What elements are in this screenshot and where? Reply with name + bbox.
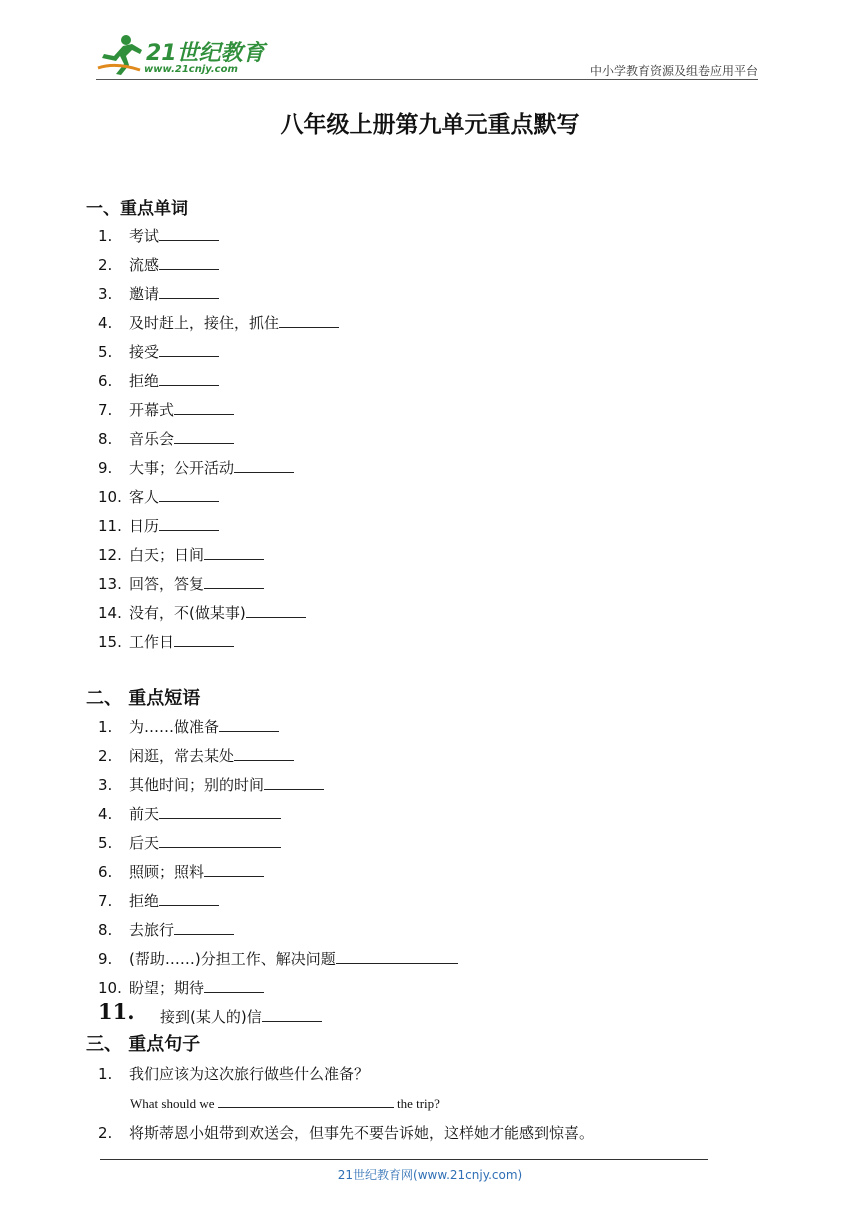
answer-blank[interactable] — [159, 804, 281, 819]
answer-blank[interactable] — [204, 978, 264, 993]
item-text: 开幕式 — [129, 401, 175, 419]
list-item — [98, 486, 219, 507]
item-text: 其他时间；别的时间 — [129, 776, 265, 794]
item-text: 邀请 — [129, 285, 160, 303]
answer-blank[interactable] — [159, 226, 219, 241]
item-text: 闲逛，常去某处 — [129, 747, 235, 765]
list-item — [98, 890, 219, 911]
item-text: 照顾；照料 — [129, 863, 205, 881]
runner-logo-icon — [96, 34, 146, 76]
list-item — [98, 370, 219, 391]
answer-blank[interactable] — [159, 833, 281, 848]
list-item — [98, 745, 294, 766]
item-text: 没有，不(做某事) — [129, 604, 246, 622]
list-item — [98, 832, 281, 853]
item-number: 3. — [98, 776, 113, 794]
answer-blank[interactable] — [159, 487, 219, 502]
answer-blank[interactable] — [234, 746, 294, 761]
sentence-item — [98, 1063, 369, 1084]
sentence-item — [98, 1122, 594, 1143]
list-item — [98, 774, 324, 795]
list-item — [98, 573, 264, 594]
answer-blank[interactable] — [279, 313, 339, 328]
list-item — [98, 977, 264, 998]
answer-blank[interactable] — [246, 603, 306, 618]
answer-blank[interactable] — [234, 458, 294, 473]
answer-blank[interactable] — [264, 775, 324, 790]
section-title-phrases: 二、 重点短语 — [86, 688, 201, 709]
logo-text: 21世纪教育 — [146, 41, 265, 66]
answer-blank[interactable] — [159, 891, 219, 906]
answer-blank[interactable] — [336, 949, 458, 964]
english-before: What should we — [130, 1096, 215, 1111]
answer-blank[interactable] — [204, 862, 264, 877]
answer-blank[interactable] — [204, 574, 264, 589]
list-item — [98, 399, 234, 420]
item-number: 13. — [98, 575, 122, 593]
logo-url: www.21cnjy.com — [144, 64, 238, 75]
item-number: 2. — [98, 747, 113, 765]
list-item — [98, 341, 219, 362]
list-item — [98, 861, 264, 882]
item-number: 11. — [98, 517, 122, 535]
item-text: (帮助……)分担工作、解决问题 — [129, 950, 336, 968]
item-number: 7. — [98, 401, 113, 419]
item-text: 考试 — [129, 227, 160, 245]
logo — [96, 34, 276, 78]
list-item — [98, 515, 219, 536]
item-number: 15. — [98, 633, 122, 651]
item-text: 去旅行 — [129, 921, 175, 939]
answer-blank[interactable] — [159, 342, 219, 357]
footer-text[interactable]: 21世纪教育网(www.21cnjy.com) — [337, 1168, 523, 1182]
item-number: 1. — [98, 227, 113, 245]
item-number: 1. — [98, 718, 113, 736]
item-number: 1. — [98, 1065, 113, 1083]
item-text: 回答，答复 — [129, 575, 205, 593]
item-number: 2. — [98, 1124, 113, 1142]
item-number: 5. — [98, 343, 113, 361]
list-item — [98, 283, 219, 304]
answer-blank[interactable] — [174, 920, 234, 935]
answer-blank[interactable] — [204, 545, 264, 560]
list-item — [98, 254, 219, 275]
answer-blank[interactable] — [174, 400, 234, 415]
list-item — [160, 1006, 322, 1027]
item-text: 接受 — [129, 343, 160, 361]
list-item — [98, 544, 264, 565]
sentence-text: 我们应该为这次旅行做些什么准备？ — [129, 1065, 370, 1083]
answer-blank[interactable] — [159, 284, 219, 299]
list-item — [98, 428, 234, 449]
item-text: 及时赶上，接住，抓住 — [129, 314, 280, 332]
item-text: 工作日 — [129, 633, 175, 651]
answer-blank[interactable] — [159, 255, 219, 270]
item-text: 流感 — [129, 256, 160, 274]
item-text: 前天 — [129, 805, 160, 823]
list-item — [98, 225, 219, 246]
item-text: 拒绝 — [129, 892, 160, 910]
answer-blank[interactable] — [174, 429, 234, 444]
item-number-large: 11. — [98, 999, 135, 1024]
item-number: 3. — [98, 285, 113, 303]
list-item — [98, 948, 458, 969]
item-text: 接到(某人的)信 — [160, 1008, 262, 1026]
answer-blank[interactable] — [218, 1095, 394, 1108]
list-item — [98, 803, 281, 824]
item-number: 8. — [98, 430, 113, 448]
list-item — [98, 919, 234, 940]
item-number: 4. — [98, 314, 113, 332]
item-number: 10. — [98, 488, 122, 506]
item-number: 14. — [98, 604, 122, 622]
item-number: 9. — [98, 459, 113, 477]
item-text: 音乐会 — [129, 430, 175, 448]
item-number: 6. — [98, 372, 113, 390]
item-number: 6. — [98, 863, 113, 881]
english-prompt — [130, 1095, 440, 1112]
item-number: 9. — [98, 950, 113, 968]
item-text: 日历 — [129, 517, 160, 535]
item-text: 客人 — [129, 488, 160, 506]
item-number: 7. — [98, 892, 113, 910]
item-text: 为……做准备 — [129, 718, 220, 736]
answer-blank[interactable] — [159, 516, 219, 531]
item-text: 拒绝 — [129, 372, 160, 390]
footer-divider — [100, 1159, 708, 1160]
answer-blank[interactable] — [159, 371, 219, 386]
section-title-words: 一、重点单词 — [86, 199, 188, 219]
page-title: 八年级上册第九单元重点默写 — [280, 112, 580, 138]
item-text: 后天 — [129, 834, 160, 852]
header-divider — [96, 79, 758, 80]
list-item — [98, 716, 279, 737]
item-number: 12. — [98, 546, 122, 564]
answer-blank[interactable] — [174, 632, 234, 647]
list-item — [98, 602, 306, 623]
item-number: 2. — [98, 256, 113, 274]
item-text: 大事；公开活动 — [129, 459, 235, 477]
item-number: 8. — [98, 921, 113, 939]
list-item — [98, 312, 339, 333]
page-header — [96, 34, 758, 84]
sentence-text: 将斯蒂恩小姐带到欢送会，但事先不要告诉她，这样她才能感到惊喜。 — [129, 1124, 595, 1142]
item-text: 白天；日间 — [129, 546, 205, 564]
list-item — [98, 457, 294, 478]
english-after: the trip? — [396, 1096, 440, 1111]
item-number: 10. — [98, 979, 122, 997]
list-item — [98, 631, 234, 652]
section-title-sentences: 三、 重点句子 — [86, 1034, 201, 1055]
item-number: 5. — [98, 834, 113, 852]
item-text: 盼望；期待 — [129, 979, 205, 997]
header-platform-text: 中小学教育资源及组卷应用平台 — [589, 64, 758, 78]
answer-blank[interactable] — [219, 717, 279, 732]
item-number: 4. — [98, 805, 113, 823]
answer-blank[interactable] — [262, 1007, 322, 1022]
